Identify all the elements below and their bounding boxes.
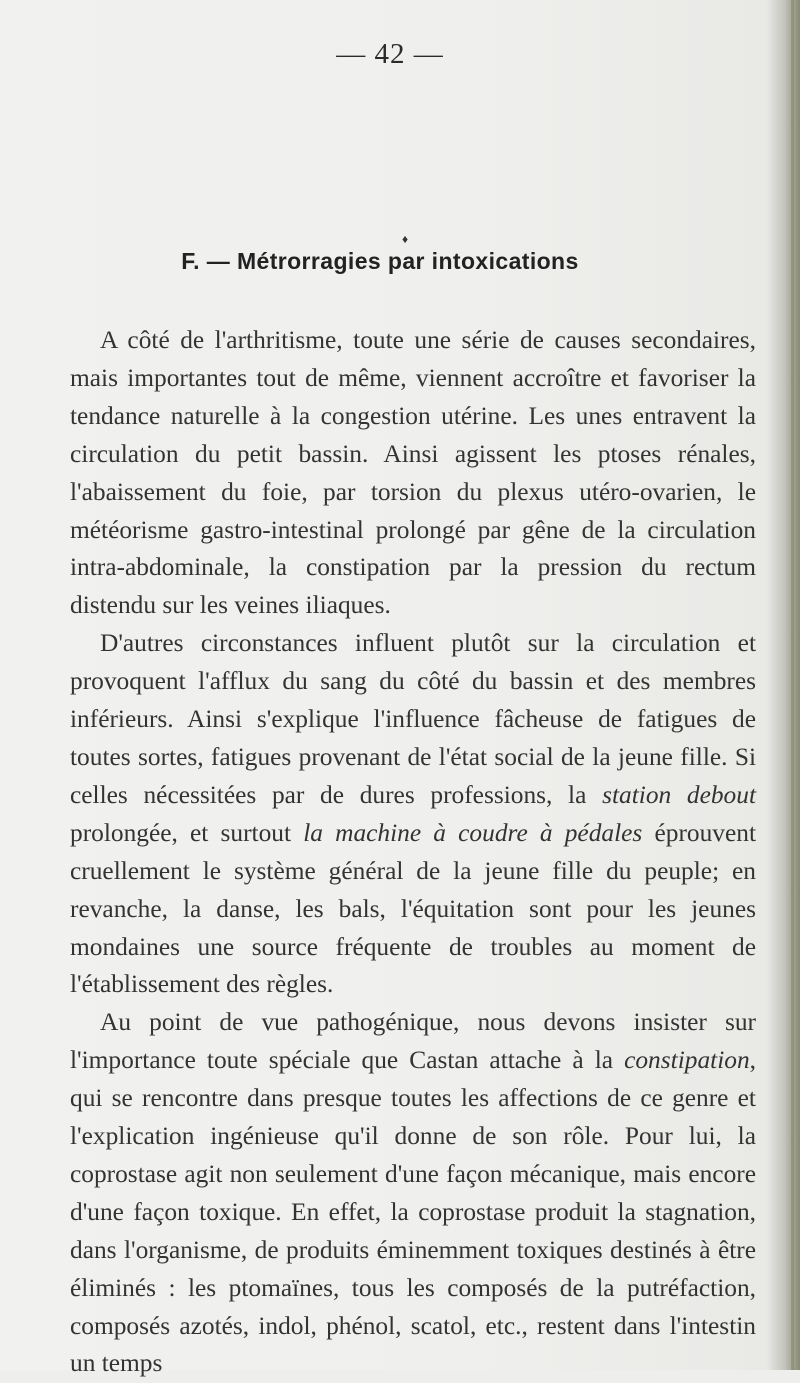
body-text — [70, 322, 756, 1383]
italic-text: constipation — [624, 1046, 750, 1075]
section-title: F. — Métrorragies par intoxications — [181, 248, 579, 274]
text-run: , qui se rencontre dans presque toutes les affections de ce genre et l'explication ingénieuse qu'il donne de son rôle. Pour lui, la coprostase agit non seulement d'une façon mécanique, mais encore d'une façon toxique. En effet, la coprostase produit la stagnation, dans l'organisme, de produits éminemment toxiques destinés à être éliminés : les ptomaïnes, tous les composés de la putréfaction, composés azotés, indol, phénol, scatol, etc., restent dans l'intestin un temps — [70, 1046, 756, 1378]
italic-text: station debout — [602, 780, 756, 809]
text-run: D'autres circonstances influent plutôt sur la circulation et provoquent l'afflux du sang du côté du bassin et des membres inférieurs. Ainsi s'explique l'influence fâcheuse de fatigues de toutes sortes, fatigues provenant de l'état social de la jeune fille. Si celles nécessitées par de dures professions, la — [70, 629, 756, 809]
text-run: prolongée, et surtout — [70, 818, 304, 847]
paragraph — [70, 322, 756, 625]
italic-text: la machine à coudre à pédales — [303, 818, 643, 847]
paragraph — [70, 625, 756, 1004]
ornament-diamond-icon: ♦ — [402, 232, 409, 246]
page-edge-shadow — [766, 0, 800, 1370]
text-run: A côté de l'arthritisme, toute une série de causes secondaires, mais importantes tout de même, viennent accroître et favoriser la tendance naturelle à la congestion utérine. Les unes entravent la circulation du petit bassin. Ainsi agissent les ptoses rénales, l'abaissement du foie, par torsion du plexus utéro-ovarien, le météorisme gastro-intestinal prolongé par gêne de la circulation intra-abdominale, la constipation par la pression du rectum distendu sur les veines iliaques. — [70, 326, 756, 620]
text-run: éprouvent cruellement le système général de la jeune fille du peuple; en revanche, la danse, les bals, l'équitation sont pour les jeunes mondaines une source fréquente de troubles au moment de l'établissement des règles. — [70, 818, 756, 999]
paragraph — [70, 1004, 756, 1383]
page-number: — 42 — — [336, 38, 444, 70]
text-run: Au point de vue pathogénique, nous devons insister sur l'importance toute spéciale que Castan attache à la — [70, 1008, 756, 1075]
